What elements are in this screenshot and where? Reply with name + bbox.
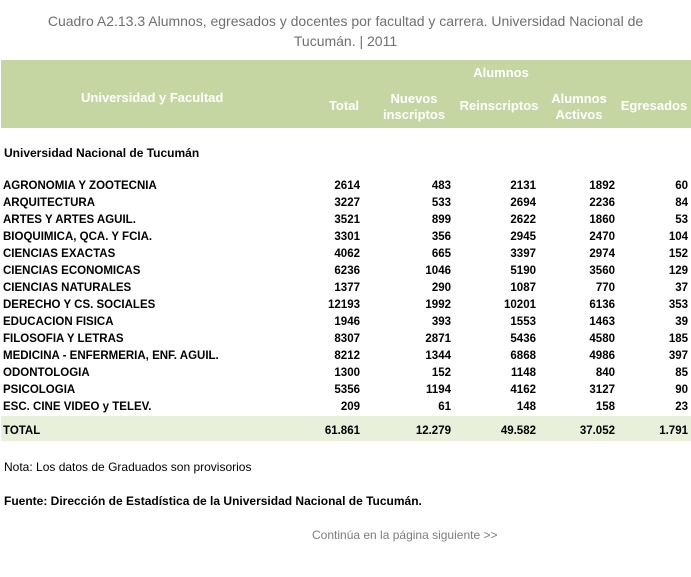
header-total: Total [328, 98, 360, 113]
cell-rein: 2945 [510, 231, 536, 243]
header-activos-line2: Activos [555, 107, 603, 122]
total-label: TOTAL [3, 425, 41, 437]
source-text: Fuente: Dirección de Estadística de la Universidad Nacional de Tucumán. [4, 494, 422, 508]
cell-total: 12193 [328, 299, 360, 311]
cell-nuevos: 899 [431, 214, 451, 226]
cell-total: 5356 [334, 384, 360, 396]
cell-rein: 2622 [510, 214, 536, 226]
table-row [1, 400, 691, 417]
row-label: CIENCIAS ECONOMICAS [3, 265, 141, 277]
header-alumnos: Alumnos [473, 65, 529, 80]
header-reinscriptos: Reinscriptos [459, 98, 539, 113]
table-row [1, 213, 691, 230]
header-universidad-facultad: Universidad y Facultad [81, 90, 224, 105]
cell-egr: 90 [675, 384, 688, 396]
cell-total: 1300 [334, 367, 360, 379]
cell-rein: 2131 [510, 180, 536, 192]
cell-nuevos: 290 [431, 282, 451, 294]
row-label: ARQUITECTURA [3, 197, 95, 209]
cell-total: 6236 [334, 265, 360, 277]
table-row [1, 332, 691, 349]
header-nuevos-line1: Nuevos [390, 91, 438, 106]
cell-total: 8307 [334, 333, 360, 345]
cell-egr: 104 [668, 231, 688, 243]
cell-total: 1377 [334, 282, 360, 294]
cell-activos: 1860 [589, 214, 615, 226]
row-label: ODONTOLOGIA [3, 367, 90, 379]
university-title: Universidad Nacional de Tucumán [4, 146, 200, 160]
header-nuevos-line2: inscriptos [382, 107, 446, 122]
cell-egr: 53 [675, 214, 688, 226]
cell-activos: 3127 [589, 384, 615, 396]
table-row [1, 315, 691, 332]
cell-nuevos: 1344 [425, 350, 451, 362]
cell-total: 3301 [334, 231, 360, 243]
cell-egr: 60 [675, 180, 688, 192]
cell-rein: 5436 [510, 333, 536, 345]
table-row [1, 281, 691, 298]
cell-egr: 37 [675, 282, 688, 294]
cell-rein: 1148 [511, 367, 536, 379]
cell-egr: 84 [675, 197, 688, 209]
cell-activos: 840 [595, 367, 615, 379]
cell-egr: 397 [668, 350, 688, 362]
cell-egr: 85 [675, 367, 688, 379]
cell-nuevos: 665 [431, 248, 451, 260]
cell-egr: 23 [675, 401, 688, 413]
header-egresados: Egresados [620, 98, 688, 113]
header-alumnos-activos [544, 91, 614, 123]
header-nuevos-inscriptos [374, 91, 454, 123]
table-row [1, 383, 691, 400]
cell-nuevos: 2871 [425, 333, 451, 345]
cell-rein: 5190 [510, 265, 536, 277]
cell-egr: 39 [675, 316, 688, 328]
cell-total: 4062 [334, 248, 360, 260]
table-header [1, 60, 691, 128]
cell-activos: 4986 [589, 350, 615, 362]
cell-total: 2614 [334, 180, 360, 192]
row-label: ARTES Y ARTES AGUIL. [3, 214, 136, 226]
caption-line-1: Cuadro A2.13.3 Alumnos, egresados y docentes por facultad y carrera. Universidad Nacional de [47, 13, 644, 29]
total-cell-activos: 37.052 [579, 425, 615, 437]
row-label: PSICOLOGIA [3, 384, 76, 396]
cell-egr: 353 [668, 299, 688, 311]
cell-activos: 6136 [589, 299, 615, 311]
cell-rein: 1553 [510, 316, 536, 328]
note-text: Nota: Los datos de Graduados son provisorios [4, 460, 252, 474]
table-body [1, 179, 691, 417]
table-row [1, 298, 691, 315]
row-label: AGRONOMIA Y ZOOTECNIA [3, 180, 157, 192]
cell-rein: 2694 [510, 197, 536, 209]
total-cell-reinscriptos: 49.582 [500, 425, 536, 437]
row-label: BIOQUIMICA, QCA. Y FCIA. [3, 231, 153, 243]
table-row [1, 247, 691, 264]
cell-activos: 2470 [589, 231, 615, 243]
caption-line-2: Tucumán. | 2011 [293, 33, 398, 49]
header-activos-line1: Alumnos [551, 91, 607, 106]
cell-nuevos: 356 [431, 231, 451, 243]
row-label: MEDICINA - ENFERMERIA, ENF. AGUIL. [3, 350, 219, 362]
continue-link[interactable]: Continúa en la página siguiente >> [312, 528, 498, 542]
total-cell-total: 61.861 [324, 425, 360, 437]
cell-total: 3521 [334, 214, 360, 226]
table-row [1, 366, 691, 383]
table-row [1, 264, 691, 281]
table-row [1, 349, 691, 366]
cell-nuevos: 152 [431, 367, 451, 379]
row-label: ESC. CINE VIDEO y TELEV. [3, 401, 152, 413]
cell-activos: 2974 [589, 248, 615, 260]
total-cell-egresados: 1.791 [659, 425, 688, 437]
cell-rein: 1087 [510, 282, 536, 294]
row-label: CIENCIAS EXACTAS [3, 248, 116, 260]
total-cell-nuevos: 12.279 [415, 425, 451, 437]
cell-egr: 185 [668, 333, 688, 345]
cell-rein: 4162 [510, 384, 536, 396]
cell-total: 3227 [334, 197, 360, 209]
table-row [1, 230, 691, 247]
cell-rein: 10201 [504, 299, 536, 311]
cell-nuevos: 61 [438, 401, 451, 413]
table-row [1, 179, 691, 196]
cell-total: 1946 [334, 316, 360, 328]
row-label: FILOSOFIA Y LETRAS [3, 333, 124, 345]
cell-rein: 148 [516, 401, 536, 413]
row-label: CIENCIAS NATURALES [3, 282, 132, 294]
cell-nuevos: 1194 [426, 384, 451, 396]
cell-rein: 3397 [510, 248, 536, 260]
cell-nuevos: 1046 [425, 265, 451, 277]
cell-rein: 6868 [510, 350, 536, 362]
total-row [1, 424, 691, 441]
cell-total: 8212 [334, 350, 360, 362]
cell-nuevos: 483 [431, 180, 451, 192]
cell-nuevos: 1992 [425, 299, 451, 311]
cell-activos: 4580 [589, 333, 615, 345]
cell-nuevos: 533 [431, 197, 451, 209]
cell-egr: 152 [668, 248, 688, 260]
table-row [1, 196, 691, 213]
cell-activos: 770 [595, 282, 615, 294]
cell-egr: 129 [668, 265, 688, 277]
row-label: EDUCACION FISICA [3, 316, 114, 328]
cell-total: 209 [340, 401, 360, 413]
cell-activos: 1892 [589, 180, 615, 192]
row-label: DERECHO Y CS. SOCIALES [3, 299, 156, 311]
cell-nuevos: 393 [431, 316, 451, 328]
cell-activos: 1463 [589, 316, 615, 328]
cell-activos: 2236 [589, 197, 615, 209]
table-caption [0, 11, 691, 51]
total-row-band [1, 416, 691, 441]
cell-activos: 3560 [589, 265, 615, 277]
cell-activos: 158 [595, 401, 615, 413]
